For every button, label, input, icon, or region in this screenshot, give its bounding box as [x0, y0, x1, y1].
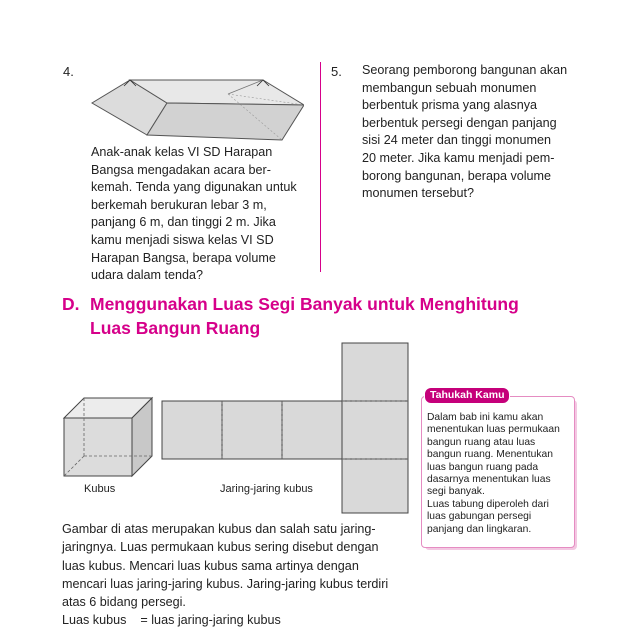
- section-letter: D.: [62, 294, 80, 314]
- problem-5-line: 20 meter. Jika kamu menjadi pem-: [362, 150, 555, 165]
- sidebar-line: segi banyak.: [427, 486, 485, 498]
- problem-4-line: Harapan Bangsa, berapa volume: [91, 250, 276, 265]
- tahukah-kamu-text: [427, 412, 569, 536]
- cube-figure: [60, 396, 156, 478]
- tent-prism-figure: [88, 72, 304, 142]
- problem-4-text: [91, 144, 308, 285]
- cube-caption: Kubus: [84, 483, 116, 495]
- sidebar-line: luas bangun ruang pada: [427, 461, 539, 473]
- problem-5-line: berbentuk prisma yang alasnya: [362, 98, 538, 113]
- tahukah-kamu-label: Tahukah Kamu: [424, 387, 510, 404]
- sidebar-line: Luas tabung diperoleh dari: [427, 498, 549, 510]
- formula-line: Luas kubus = luas jaring-jaring kubus: [62, 613, 281, 628]
- sidebar-line: panjang dan lingkaran.: [427, 523, 532, 535]
- problem-4-line: kamu menjadi siswa kelas VI SD: [91, 232, 274, 247]
- body-line: Gambar di atas merupakan kubus dan salah satu jaring-: [62, 522, 376, 536]
- body-line: jaringnya. Luas permukaan kubus sering disebut dengan: [62, 540, 379, 555]
- problem-4-line: Anak-anak kelas VI SD Harapan: [91, 145, 273, 159]
- problem-5-line: sisi 24 meter dan tinggi monumen: [362, 133, 552, 148]
- problem-4-line: panjang 6 m, dan tinggi 2 m. Jika: [91, 215, 276, 230]
- body-line: atas 6 bidang persegi.: [62, 595, 186, 610]
- problem-5-text: [362, 62, 576, 203]
- body-line: mencari luas jaring-jaring kubus. Jaring-jaring kubus terdiri: [62, 576, 389, 591]
- body-paragraph: [62, 520, 398, 630]
- body-line: luas kubus. Mencari luas kubus sama artinya dengan: [62, 558, 359, 573]
- sidebar-line: menentukan luas permukaan: [427, 424, 560, 436]
- problem-5-line: borong bangunan, berapa volume: [362, 168, 552, 183]
- sidebar-line: luas gabungan persegi: [427, 511, 532, 523]
- sidebar-line: bangun ruang. Menentukan: [427, 449, 553, 461]
- problem-4-line: berkemah berukuran lebar 3 m,: [91, 197, 267, 212]
- sidebar-line: bangun ruang atau luas: [427, 436, 536, 448]
- sidebar-line: dasarnya menentukan luas: [427, 474, 551, 486]
- problem-4-line: Bangsa mengadakan acara ber-: [91, 162, 271, 177]
- problem-5-line: monumen tersebut?: [362, 186, 475, 201]
- section-title-line-2: Luas Bangun Ruang: [90, 318, 261, 338]
- section-title-line-1: Menggunakan Luas Segi Banyak untuk Menghitung: [90, 294, 519, 314]
- problem-5-line: membangun sebuah monumen: [362, 80, 537, 95]
- problem-4-line: udara dalam tenda?: [91, 268, 204, 283]
- column-divider: [320, 62, 321, 272]
- problem-4-number: 4.: [63, 64, 74, 79]
- net-caption: Jaring-jaring kubus: [220, 483, 313, 495]
- problem-5-line: berbentuk persegi dengan panjang: [362, 115, 557, 130]
- sidebar-line: Dalam bab ini kamu akan: [427, 412, 544, 423]
- problem-4-line: kemah. Tenda yang digunakan untuk: [91, 180, 297, 195]
- problem-5-number: 5.: [331, 64, 342, 79]
- problem-5-line: Seorang pemborong bangunan akan: [362, 63, 568, 77]
- tahukah-kamu-box: [421, 389, 575, 548]
